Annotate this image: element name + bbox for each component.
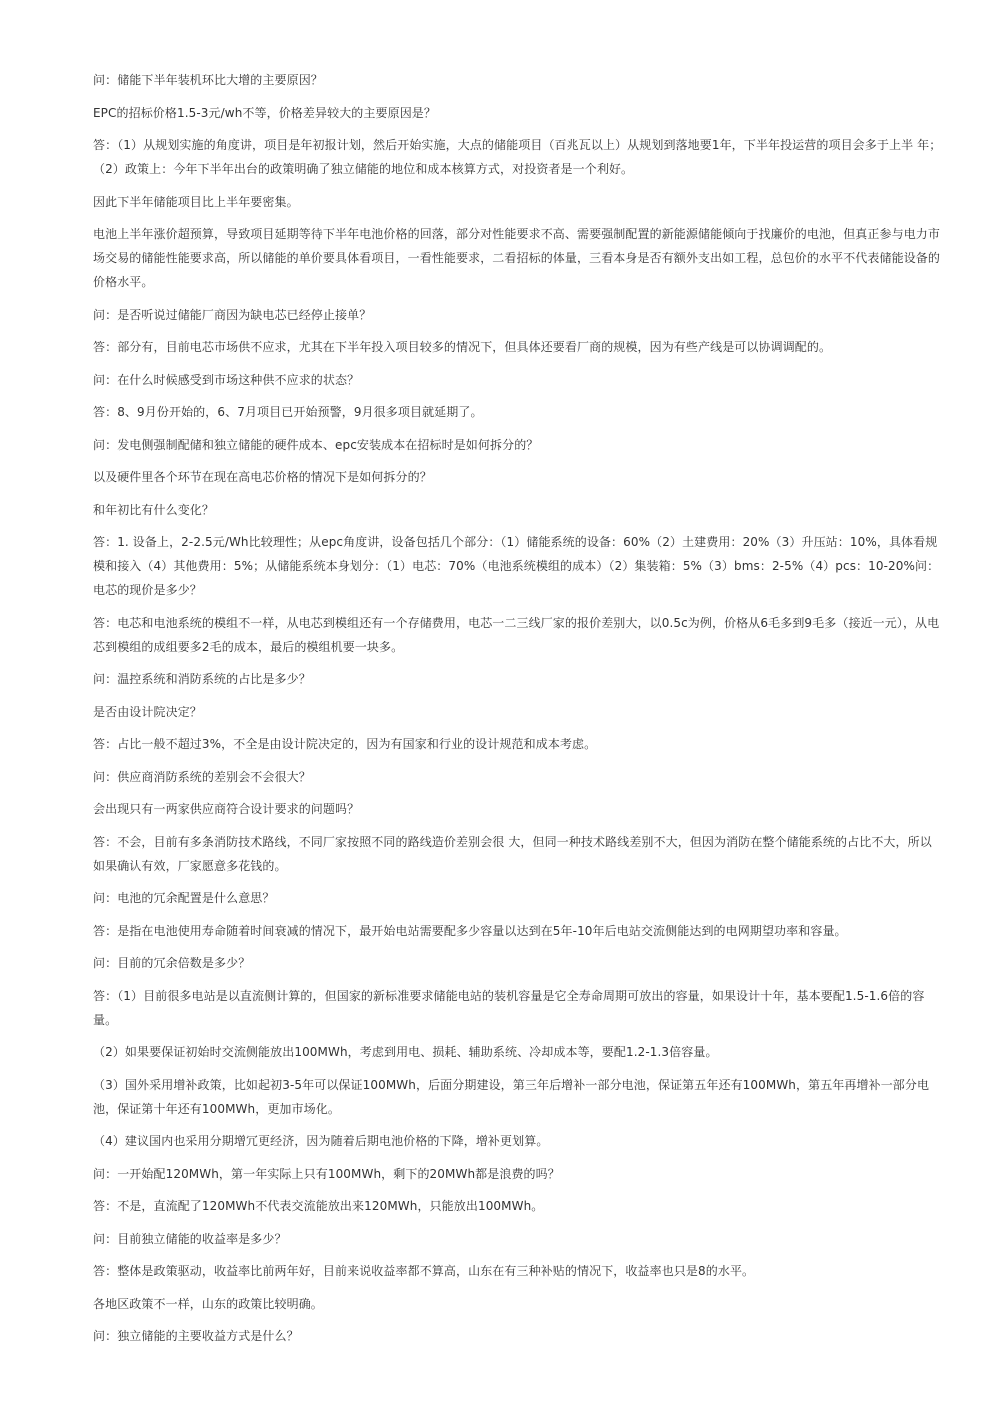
- paragraph: 问：独立储能的主要收益方式是什么？: [93, 1329, 299, 1343]
- paragraph: 问：温控系统和消防系统的占比是多少？: [93, 672, 311, 686]
- paragraph: 问：一开始配120MWh，第一年实际上只有100MWh，剩下的20MWh都是浪费的吗？: [93, 1166, 560, 1181]
- paragraph: 问：目前的冗余倍数是多少？: [93, 956, 251, 970]
- paragraph: 电池上半年涨价超预算，导致项目延期等待下半年电池价格的回落，部分对性能要求不高、需要强制配置的新能源储能倾向于找廉价的电池，但真正参与电力市场交易的储能性能要求高，所以储能的单价要具体看项目，一看性能要求，二看招标的体量，三看本身是否有额外支出如工程，总包价的水平不代表储能设备的价格水平。: [93, 227, 941, 289]
- paragraph: 答：8、9月份开始的，6、7月项目已开始预警，9月很多项目就延期了。: [93, 405, 483, 419]
- paragraph: 是否由设计院决定？: [93, 704, 202, 719]
- paragraph: 因此下半年储能项目比上半年要密集。: [93, 194, 299, 209]
- paragraph: 答：不是，直流配了120MWh不代表交流能放出来120MWh，只能放出100MWh。: [93, 1199, 544, 1213]
- paragraph: 会出现只有一两家供应商符合设计要求的问题吗？: [93, 802, 360, 816]
- paragraph: 问：是否听说过储能厂商因为缺电芯已经停止接单？: [93, 307, 372, 322]
- paragraph: 答：部分有，目前电芯市场供不应求，尤其在下半年投入项目较多的情况下，但具体还要看厂商的规模，因为有些产线是可以协调调配的。: [93, 340, 832, 354]
- paragraph: 答：整体是政策驱动，收益率比前两年好，目前来说收益率都不算高，山东在有三种补贴的情况下，收益率也只是8的水平。: [93, 1264, 755, 1278]
- paragraph: 问：电池的冗余配置是什么意思？: [93, 891, 275, 905]
- paragraph: 问：发电侧强制配储和独立储能的硬件成本、epc安装成本在招标时是如何拆分的？: [93, 437, 539, 452]
- paragraph: 答：（1）从规划实施的角度讲，项目是年初报计划，然后开始实施，大点的储能项目（百兆瓦以上）从规划到落地要1年，下半年投运营的项目会多于上半 年；（2）政策上：今年下半年出台的政策明确了独立储能的地位和成本核算方式，对投资者是一个利好。: [93, 138, 942, 176]
- paragraph: 问：供应商消防系统的差别会不会很大？: [93, 769, 311, 784]
- paragraph: 问：目前独立储能的收益率是多少？: [93, 1231, 287, 1246]
- paragraph: 答：占比一般不超过3%，不全是由设计院决定的，因为有国家和行业的设计规范和成本考虑。: [93, 737, 597, 751]
- paragraph: （2）如果要保证初始时交流侧能放出100MWh，考虑到用电、损耗、辅助系统、冷却成本等，要配1.2-1.3倍容量。: [93, 1045, 718, 1059]
- paragraph: 和年初比有什么变化？: [93, 502, 215, 517]
- paragraph: 各地区政策不一样，山东的政策比较明确。: [93, 1296, 323, 1311]
- document-body: [93, 68, 943, 1357]
- paragraph: 答：1. 设备上，2-2.5元/Wh比较理性；从epc角度讲，设备包括几个部分：（1）储能系统的设备：60%（2）土建费用：20%（3）升压站：10%，具体看规模和接入（4）其他费用：5%；从储能系统本身划分：（1）电芯：70%（电池系统模组的成本）（2）集装箱：5%（3）bms：2-5%（4）pcs：10-20%问：电芯的现价是多少？: [93, 535, 940, 597]
- paragraph: 答：（1）目前很多电站是以直流侧计算的，但国家的新标准要求储能电站的装机容量是它全寿命周期可放出的容量，如果设计十年，基本要配1.5-1.6倍的容量。: [93, 988, 925, 1027]
- paragraph: 答：是指在电池使用寿命随着时间衰减的情况下，最开始电站需要配多少容量以达到在5年-10年后电站交流侧能达到的电网期望功率和容量。: [93, 923, 847, 938]
- paragraph: 答：电芯和电池系统的模组不一样，从电芯到模组还有一个存储费用，电芯一二三线厂家的报价差别大，以0.5c为例，价格从6毛多到9毛多（接近一元），从电芯到模组的成组要多2毛的成本，最后的模组机要一块多。: [93, 615, 940, 654]
- paragraph: 问：在什么时候感受到市场这种供不应求的状态？: [93, 372, 360, 387]
- paragraph: 答：不会，目前有多条消防技术路线，不同厂家按照不同的路线造价差别会很 大，但同一种技术路线差别不大，但因为消防在整个储能系统的占比不大，所以如果确认有效，厂家愿意多花钱的。: [93, 834, 932, 873]
- paragraph: 以及硬件里各个环节在现在高电芯价格的情况下是如何拆分的？: [93, 470, 432, 484]
- paragraph: （3）国外采用增补政策，比如起初3-5年可以保证100MWh，后面分期建设，第三年后增补一部分电池，保证第五年还有100MWh，第五年再增补一部分电池，保证第十年还有100MWh，更加市场化。: [93, 1077, 930, 1116]
- paragraph: （4）建议国内也采用分期增冗更经济，因为随着后期电池价格的下降，增补更划算。: [93, 1134, 549, 1148]
- paragraph: 问：储能下半年装机环比大增的主要原因？: [93, 73, 323, 87]
- paragraph: EPC的招标价格1.5-3元/wh不等，价格差异较大的主要原因是？: [93, 105, 437, 120]
